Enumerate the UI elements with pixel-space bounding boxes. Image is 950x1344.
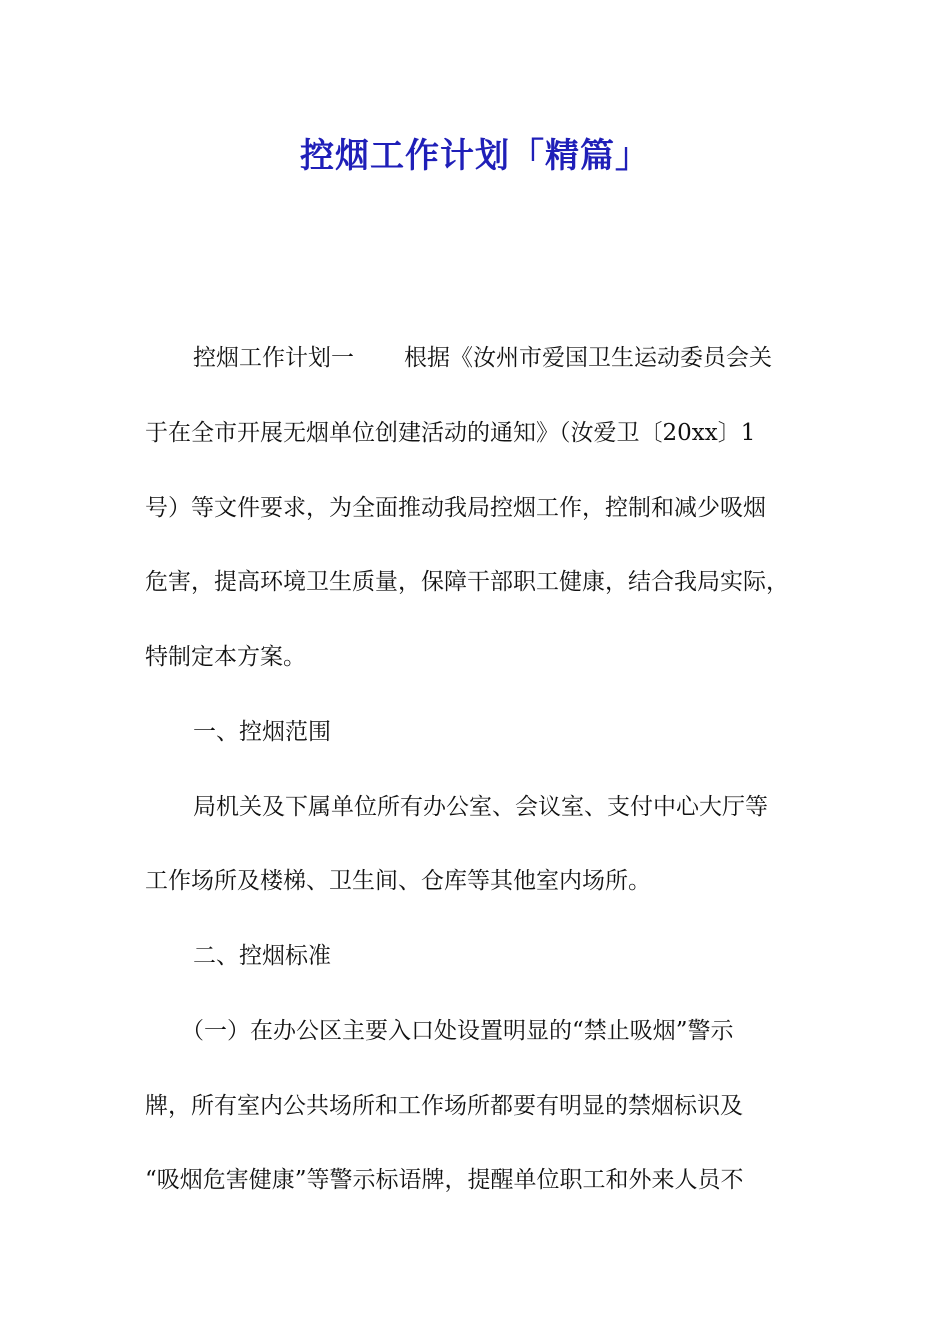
paragraph-line-7: 局机关及下属单位所有办公室、会议室、支付中心大厅等 (193, 794, 768, 820)
section-heading-scope: 一、控烟范围 (193, 719, 331, 745)
section-heading-standard: 二、控烟标准 (193, 943, 331, 969)
paragraph-line-11: 牌，所有室内公共场所和工作场所都要有明显的禁烟标识及 (145, 1093, 743, 1119)
paragraph-line-3: 号）等文件要求，为全面推动我局控烟工作，控制和减少吸烟 (145, 495, 766, 521)
paragraph-text: 根据《汝州市爱国卫生运动委员会关 (404, 345, 772, 371)
paragraph-line-8: 工作场所及楼梯、卫生间、仓库等其他室内场所。 (145, 868, 651, 894)
paragraph-line-10: （一）在办公区主要入口处设置明显的“禁止吸烟”警示 (181, 1018, 734, 1044)
paragraph-line-12: “吸烟危害健康”等警示标语牌，提醒单位职工和外来人员不 (145, 1167, 744, 1193)
document-title: 控烟工作计划「精篇」 (300, 136, 650, 176)
paragraph-line-1 (145, 343, 815, 373)
section-heading-plan-one: 控烟工作计划一 (193, 345, 354, 371)
paragraph-line-2: 于在全市开展无烟单位创建活动的通知》（汝爱卫〔20xx〕1 (145, 420, 756, 446)
paragraph-line-5: 特制定本方案。 (145, 644, 306, 670)
paragraph-line-4: 危害，提高环境卫生质量，保障干部职工健康，结合我局实际， (145, 569, 789, 595)
